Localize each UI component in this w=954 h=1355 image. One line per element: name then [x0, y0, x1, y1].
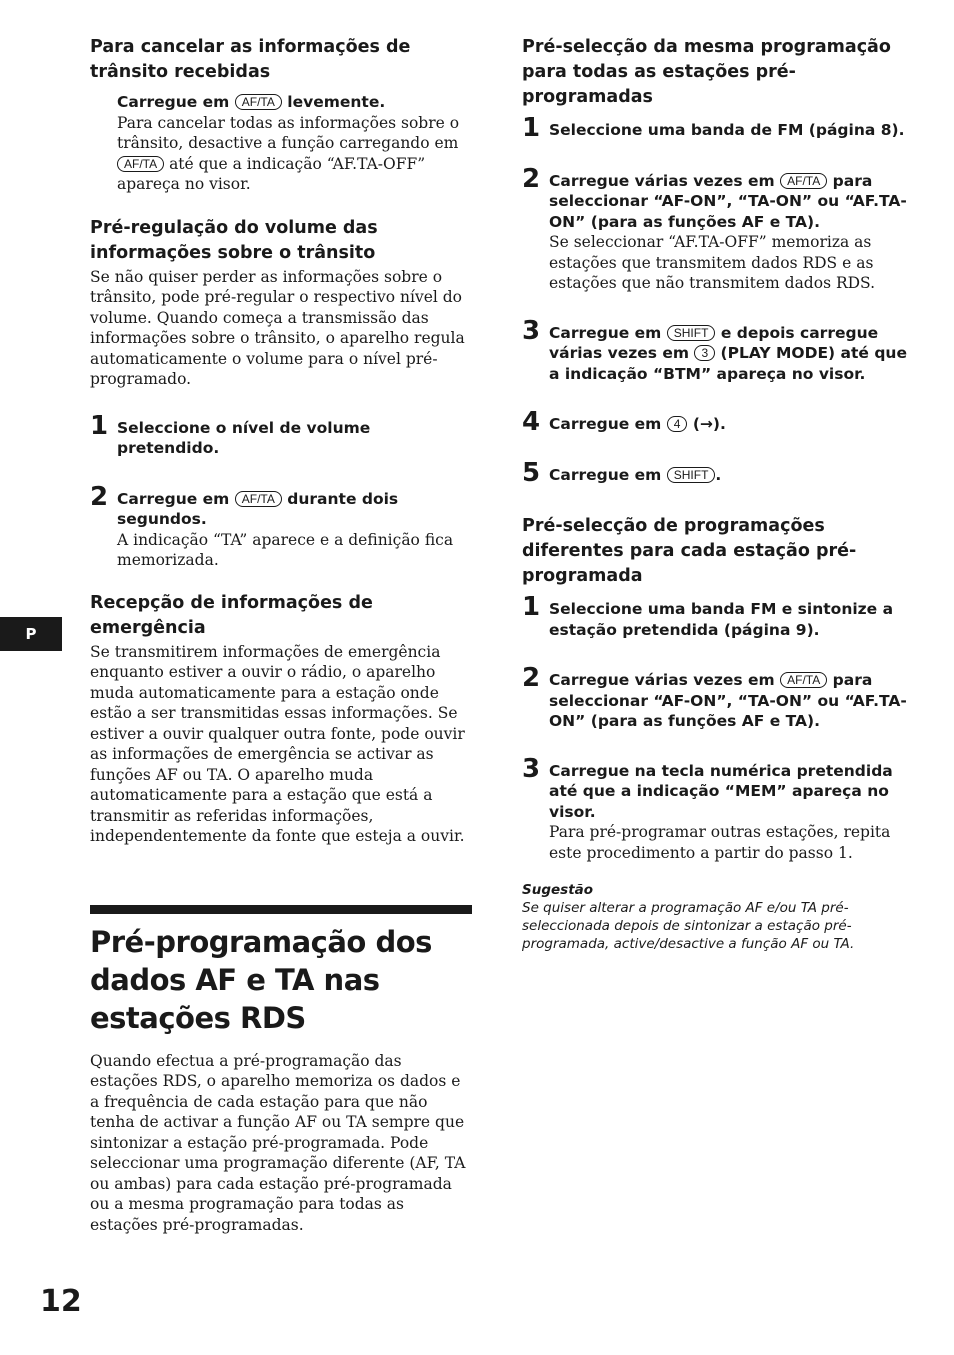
instruction-text: durante dois segundos.: [117, 489, 399, 528]
step-number: 2: [522, 663, 541, 693]
instruction-text: (→).: [692, 415, 726, 433]
number-4-key: 4: [667, 416, 688, 432]
step-text: [549, 414, 907, 435]
tip-title: Sugestão: [522, 882, 594, 898]
same-step-2: [522, 163, 907, 294]
same-step-4: [522, 407, 907, 437]
step-number: 2: [522, 163, 541, 194]
step-body: Se seleccionar “AF.TA-OFF” memoriza as estações que transmitem dados RDS e as estações que não transmitem dados RDS.: [549, 233, 876, 292]
main-title: Pré-programação dos dados AF e TA nas estações RDS: [90, 924, 432, 1035]
main-intro-body: Quando efectua a pré-programação das estações RDS, o aparelho memoriza os dados e a frequência de cada estação para que não tenha de activar a função AF ou TA sempre que sintonizar a estação pré-programada. Pode seleccionar uma programação diferente (AF, TA ou ambas) para cada estação pré-programada ou a mesma programação para todas as estações pré-programadas.: [90, 1051, 466, 1234]
cancel-traffic-block: [90, 92, 472, 195]
diff-step-2: [522, 663, 907, 732]
step-number: 1: [90, 410, 109, 441]
instruction-text: para seleccionar “AF-ON”, “TA-ON” ou “AF.TA-ON” (para as funções AF e TA).: [549, 671, 907, 730]
step-text: Seleccione o nível de volume pretendido.: [117, 418, 371, 457]
instruction-text: Carregue em: [117, 489, 230, 508]
section-title-same-setting: Pré-selecção da mesma programação para todas as estações pré-programadas: [522, 37, 891, 107]
section-title-emergency: Recepção de informações de emergência: [90, 592, 373, 638]
instruction-text: para seleccionar “AF-ON”, “TA-ON” ou “AF.TA-ON” (para as funções AF e TA).: [549, 171, 907, 231]
instruction-text: Carregue em: [549, 323, 662, 342]
step-text: [117, 489, 472, 530]
left-column: [90, 35, 472, 1235]
instruction-text: (PLAY MODE) até que a indicação “BTM” apareça no visor.: [549, 344, 907, 383]
step-text: Seleccione uma banda de FM (página 8).: [549, 121, 905, 139]
emergency-body: Se transmitirem informações de emergência enquanto estiver a ouvir o rádio, o aparelho muda automaticamente para a estação onde estão a ser transmitidas essas informações. Se estiver a ouvir qualquer outra fonte, pode ouvir as informações de emergência se activar as funções AF ou TA. O aparelho muda automaticamente para a estação que está a transmitir as referidas informações, independentemente da fonte que esteja a ouvir.: [90, 642, 465, 845]
step-number: 4: [522, 407, 541, 437]
body-text: até que a indicação “AF.TA-OFF” apareça no visor.: [117, 154, 426, 193]
instruction-text: Carregue várias vezes em: [549, 671, 775, 689]
af-ta-key: AF/TA: [780, 173, 827, 189]
volume-step-2: [90, 481, 472, 571]
step-body: Para pré-programar outras estações, repita este procedimento a partir do passo 1.: [549, 823, 891, 862]
step-body: A indicação “TA” aparece e a definição fica memorizada.: [117, 530, 454, 569]
instruction-text: Carregue várias vezes em: [549, 171, 775, 190]
same-step-1: [522, 113, 907, 143]
instruction-text: Carregue em: [117, 93, 230, 111]
shift-key: SHIFT: [667, 467, 716, 483]
af-ta-key: AF/TA: [235, 94, 282, 110]
step-text: [549, 323, 907, 385]
step-text: Carregue na tecla numérica pretendida até que a indicação “MEM” apareça no visor.: [549, 761, 893, 821]
section-title-different-settings: Pré-selecção de programações diferentes para cada estação pré-programada: [522, 516, 857, 586]
page-number: 12: [40, 1284, 82, 1319]
step-number: 1: [522, 592, 541, 622]
instruction-text: Carregue em: [549, 465, 662, 484]
af-ta-key: AF/TA: [117, 156, 164, 172]
step-text: [549, 171, 907, 233]
instruction-text: .: [715, 465, 722, 484]
af-ta-key: AF/TA: [780, 672, 827, 688]
step-number: 3: [522, 753, 541, 784]
number-3-key: 3: [694, 345, 715, 361]
volume-preset-body: Se não quiser perder as informações sobre o trânsito, pode pré-regular o respectivo nível do volume. Quando começa a transmissão das informações sobre o trânsito, o aparelho regula automaticamente o volume para o nível pré-programado.: [90, 267, 465, 388]
af-ta-key: AF/TA: [235, 491, 282, 507]
step-text: [549, 465, 907, 486]
body-text: Para cancelar todas as informações sobre o trânsito, desactive a função carregando em: [117, 113, 460, 152]
diff-step-1: [522, 592, 907, 640]
step-text: Seleccione uma banda FM e sintonize a estação pretendida (página 9).: [549, 600, 894, 639]
instruction-text: Carregue em: [549, 415, 662, 433]
tip-body: Se quiser alterar a programação AF e/ou TA pré-seleccionada depois de sintonizar a estação pré-programada, active/desactive a função AF ou TA.: [522, 900, 855, 952]
cancel-traffic-instruction: [117, 92, 472, 113]
shift-key: SHIFT: [667, 325, 716, 341]
diff-step-3: [522, 753, 907, 864]
instruction-text: e depois carregue várias vezes em: [549, 323, 879, 362]
language-tab: P: [0, 617, 62, 651]
step-number: 3: [522, 315, 541, 346]
step-text: [549, 670, 907, 732]
same-step-3: [522, 315, 907, 385]
instruction-text: levemente.: [287, 93, 386, 111]
step-number: 1: [522, 113, 541, 143]
section-title-volume-preset: Pré-regulação do volume das informações sobre o trânsito: [90, 217, 378, 263]
heading-rule: [90, 905, 472, 914]
volume-step-1: [90, 410, 472, 459]
cancel-traffic-body: [117, 113, 472, 195]
same-step-5: [522, 457, 907, 488]
step-number: 2: [90, 481, 109, 512]
right-column: [522, 35, 907, 953]
step-number: 5: [522, 457, 541, 488]
section-title-cancel-traffic: Para cancelar as informações de trânsito recebidas: [90, 37, 411, 82]
